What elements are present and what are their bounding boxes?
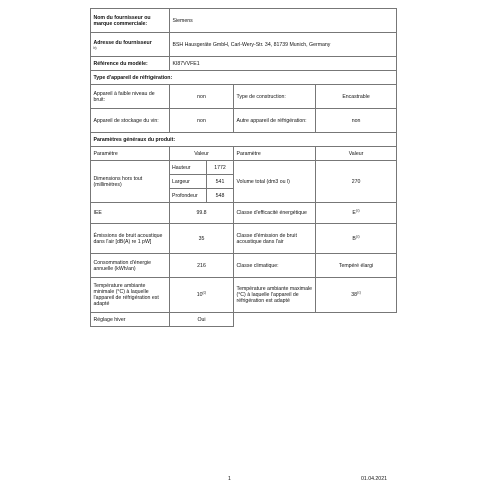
empty-cell [234,313,397,327]
product-table [90,8,397,327]
wine-label: Appareil de stockage du vin: [91,109,170,133]
min-temp-value: 10 [196,292,203,298]
column-header-value-2: Valeur [316,147,397,161]
wine-value: non [170,109,234,133]
model-value: KI87VVFE1 [170,57,397,71]
low-noise-value: non [170,85,234,109]
general-heading-row [91,133,397,147]
column-header-row [91,147,397,161]
construction-label: Type de construction: [234,85,316,109]
height-label: Hauteur [170,161,207,175]
width-value: 541 [207,175,234,189]
energy-class-value: E [352,210,356,216]
footer-date: 01.04.2021 [361,476,387,482]
consumption-row [91,254,397,278]
noise-row [91,224,397,254]
noise-class-cell [316,224,397,254]
dimensions-table [170,161,233,202]
other-appliance-value: non [316,109,397,133]
other-appliance-label: Autre appareil de réfrigération: [234,109,316,133]
address-value: BSH Hausgeräte GmbH, Carl-Wery-Str. 34, 81739 Munich, Germany [170,33,397,57]
type-heading-row [91,71,397,85]
iee-row [91,203,397,224]
consumption-value: 216 [170,254,234,278]
noise-class-value: B [352,235,356,242]
depth-label: Profondeur [172,192,198,199]
dimensions-row [91,161,397,203]
supplier-row [91,9,397,33]
model-label: Référence du modèle: [91,57,170,71]
low-noise-row [91,85,397,109]
min-temp-cell [170,278,234,313]
noise-emission-label: Émissions de bruit acoustique dans l'air [dB(A) re 1 pW] [91,224,170,254]
noise-class-label: Classe d'émission de bruit acoustique dans l'air [234,224,316,254]
winter-value: Oui [170,313,234,327]
consumption-label: Consommation d'énergie annuelle (kWh/an) [91,254,170,278]
noise-class-footnote: (c) [355,233,360,238]
volume-label: Volume total (dm3 ou l) [234,161,316,203]
dimensions-label: Dimensions hors tout (millimètres) [91,161,170,203]
page-number: 1 [228,476,231,482]
energy-class-footnote: (c) [355,208,360,213]
address-footnote: b) [93,45,97,50]
dimensions-cell [170,161,234,203]
min-temp-label: Température ambiante minimale (°C) à laquelle l'appareil de réfrigération est adapté [91,278,170,313]
iee-label: IEE [91,203,170,224]
column-header-value-1: Valeur [170,147,234,161]
depth-row [170,189,233,203]
energy-class-cell [316,203,397,224]
address-row [91,33,397,57]
max-temp-value: 38 [351,292,358,298]
noise-emission-value: 35 [170,224,234,254]
supplier-value: Siemens [170,9,397,33]
max-temp-label: Température ambiante maximale (°C) à laquelle l'appareil de réfrigération est adapté [234,278,316,313]
column-header-param-2: Paramètre [234,147,316,161]
product-information-sheet [90,8,396,327]
width-row [170,175,233,189]
winter-row [91,313,397,327]
iee-value: 99.8 [170,203,234,224]
width-label: Largeur [170,175,207,189]
construction-value: Encastrable [316,85,397,109]
model-row [91,57,397,71]
height-value: 1772 [207,161,234,175]
wine-row [91,109,397,133]
volume-value: 270 [316,161,397,203]
address-label: Adresse du fournisseur [93,39,152,46]
winter-label: Réglage hiver [91,313,170,327]
height-row [170,161,233,175]
climate-label: Classe climatique: [234,254,316,278]
depth-value: 548 [207,189,234,203]
address-label-cell [91,33,170,57]
climate-value: Tempéré élargi [316,254,397,278]
min-temp-footnote: (c) [202,290,207,295]
max-temp-footnote: (c) [357,290,361,295]
supplier-label: Nom du fournisseur ou marque commerciale: [91,9,170,33]
temperature-row [91,278,397,313]
type-heading: Type d'appareil de réfrigération: [91,71,397,85]
max-temp-cell [316,278,397,313]
general-heading: Paramètres généraux du produit: [91,133,397,147]
energy-class-label: Classe d'efficacité énergétique [234,203,316,224]
column-header-param-1: Paramètre [91,147,170,161]
low-noise-label: Appareil à faible niveau de bruit: [91,85,170,109]
